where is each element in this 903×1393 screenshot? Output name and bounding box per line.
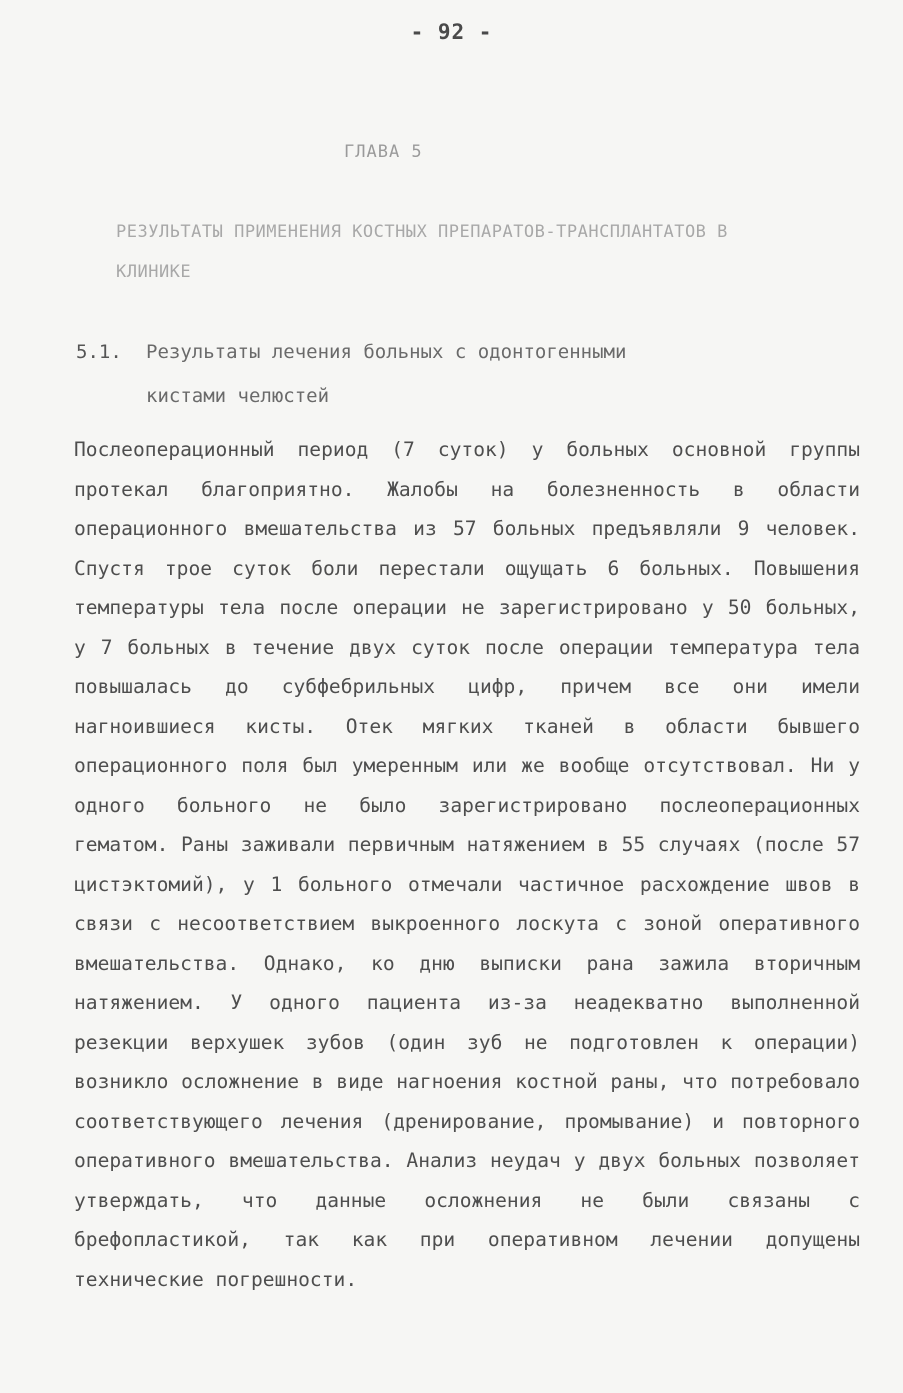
section-heading bbox=[76, 330, 626, 418]
section-heading-line1 bbox=[76, 330, 626, 374]
section-number: 5.1. bbox=[76, 341, 122, 363]
body-text bbox=[74, 430, 860, 1299]
body-paragraph: Послеоперационный период (7 суток) у больных основной группы протекал благоприятно. Жалобы на болезненность в области операционного вмешательства из 57 больных предъявляли 9 человек. Спустя трое суток боли перестали ощущать 6 больных. Повышения температуры тела после операции не зарегистрировано у 50 больных, у 7 больных в течение двух суток после операции температура тела повышалась до субфебрильных цифр, причем все они имели нагноившиеся кисты. Отек мягких тканей в области бывшего операционного поля был умеренным или же вообще отсутствовал. Ни у одного больного не было зарегистрировано послеоперационных гематом. Раны заживали первичным натяжением в 55 случаях (после 57 цистэктомий), у 1 больного отмечали частичное расхождение швов в связи с несоответствием выкроенного лоскута с зоной оперативного вмешательства. Однако, ко дню выписки рана зажила вторичным натяжением. У одного пациента из-за неадекватно выполненной резекции верхушек зубов (один зуб не подготовлен к операции) возникло осложнение в виде нагноения костной раны, что потребовало соответствующего лечения (дренирование, промывание) и повторного оперативного вмешательства. Анализ неудач у двух больных позволяет утверждать, что данные осложнения не были связаны с брефопластикой, так как при оперативном лечении допущены технические погрешности. bbox=[74, 438, 860, 1291]
section-title-line2: кистами челюстей bbox=[146, 385, 330, 407]
page-number: - 92 - bbox=[410, 20, 493, 44]
chapter-title: РЕЗУЛЬТАТЫ ПРИМЕНЕНИЯ КОСТНЫХ ПРЕПАРАТОВ-ТРАНСПЛАНТАТОВ В КЛИНИКЕ bbox=[116, 222, 728, 282]
chapter-label: ГЛАВА 5 bbox=[344, 142, 423, 162]
section-title-line1: Результаты лечения больных с одонтогенными bbox=[146, 341, 627, 363]
